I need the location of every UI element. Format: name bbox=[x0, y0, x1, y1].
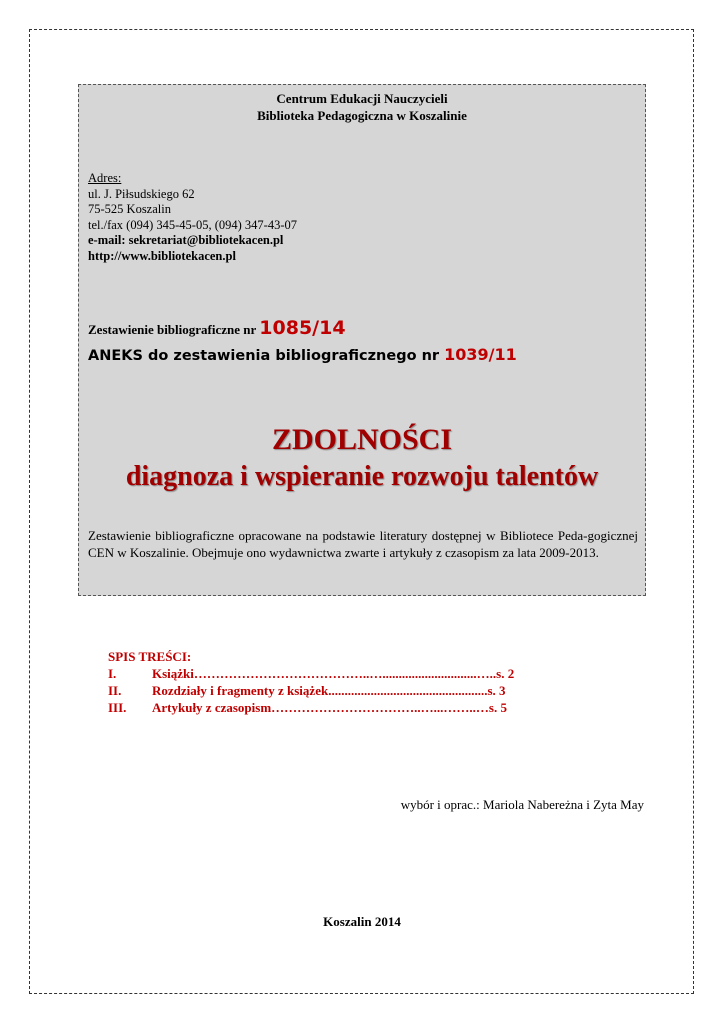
address-label: Adres: bbox=[88, 171, 122, 185]
address-street: ul. J. Piłsudskiego 62 bbox=[88, 186, 195, 201]
institution-name: Centrum Edukacji Nauczycieli bbox=[276, 91, 448, 106]
table-of-contents bbox=[108, 648, 578, 716]
toc-item-text: Rozdziały i fragmenty z książek.................................................s. 3 bbox=[152, 683, 506, 698]
library-name: Biblioteka Pedagogiczna w Koszalinie bbox=[257, 108, 467, 123]
toc-item-number: III. bbox=[108, 700, 127, 715]
toc-item[interactable] bbox=[108, 699, 578, 716]
toc-item-number: II. bbox=[108, 683, 122, 698]
address-email[interactable]: e-mail: sekretariat@bibliotekacen.pl bbox=[88, 233, 284, 247]
document-subtitle: diagnoza i wspieranie rozwoju talentów bbox=[125, 461, 599, 492]
bibliography-label: Zestawienie bibliograficzne nr bbox=[88, 322, 260, 337]
header-box bbox=[78, 84, 646, 596]
toc-item[interactable] bbox=[108, 665, 578, 682]
toc-item-text: Artykuły z czasopism……………………………..…...……..…s. 5 bbox=[152, 700, 507, 715]
address-block bbox=[88, 171, 297, 264]
author-credit: wybór i oprac.: Mariola Nabereżna i Zyta May bbox=[400, 797, 644, 812]
bibliography-number: 1085/14 bbox=[259, 317, 346, 339]
address-website[interactable]: http://www.bibliotekacen.pl bbox=[88, 248, 236, 263]
annex-label: ANEKS do zestawienia bibliograficznego nr bbox=[88, 348, 445, 364]
place-and-year: Koszalin 2014 bbox=[323, 914, 401, 929]
toc-heading: SPIS TREŚCI: bbox=[108, 649, 192, 664]
address-phone: tel./fax (094) 345-45-05, (094) 347-43-07 bbox=[88, 217, 297, 232]
bibliography-number-line bbox=[88, 317, 346, 339]
annex-number: 1039/11 bbox=[444, 345, 517, 364]
document-title: ZDOLNOŚCI bbox=[271, 423, 453, 456]
annex-line bbox=[88, 345, 517, 364]
toc-item-text: Książki…………………………………..….............................…..s. 2 bbox=[152, 666, 515, 681]
address-city: 75-525 Koszalin bbox=[88, 202, 171, 216]
toc-item[interactable] bbox=[108, 682, 578, 699]
description: Zestawienie bibliograficzne opracowane na podstawie literatury dostępnej w Bibliotece Peda-gogicznej CEN w Koszalinie. Obejmuje ono wydawnictwa zwarte i artykuły z czasopism za lata 2009-2013. bbox=[88, 528, 638, 560]
toc-item-number: I. bbox=[108, 666, 117, 681]
